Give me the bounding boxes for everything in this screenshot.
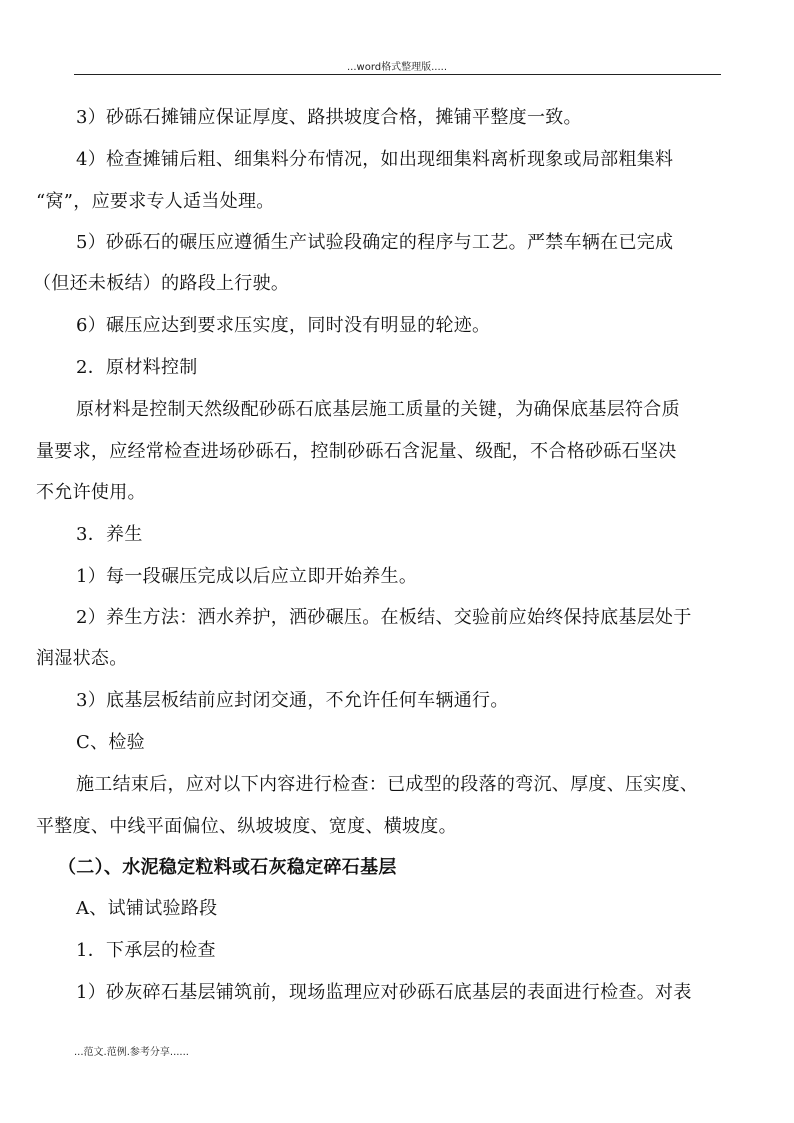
- section-heading: C、检验: [76, 732, 145, 753]
- header-divider: [74, 74, 721, 75]
- page-header: ...word格式整理版.....: [346, 62, 447, 73]
- body-line: 不允许使用。: [36, 482, 146, 503]
- body-line: 施工结束后，应对以下内容进行检查：已成型的段落的弯沉、厚度、压实度、: [76, 774, 699, 795]
- section-heading: 3．养生: [76, 524, 143, 545]
- body-line: （但还未板结）的路段上行驶。: [33, 273, 290, 294]
- body-line: 量要求，应经常检查进场砂砾石，控制砂砾石含泥量、级配，不合格砂砾石坚决: [36, 441, 677, 462]
- body-line: 3）砂砾石摊铺应保证厚度、路拱坡度合格，摊铺平整度一致。: [76, 107, 582, 128]
- body-line: 5）砂砾石的碾压应遵循生产试验段确定的程序与工艺。严禁车辆在已完成: [76, 232, 674, 253]
- body-line: 3）底基层板结前应封闭交通，不允许任何车辆通行。: [76, 690, 509, 711]
- body-line: 平整度、中线平面偏位、纵坡坡度、宽度、横坡度。: [36, 816, 457, 837]
- page-footer: ...范文.范例.参考分享......: [74, 1047, 189, 1058]
- body-line: “窝”，应要求专人适当处理。: [36, 191, 275, 212]
- body-line: 4）检查摊铺后粗、细集料分布情况，如出现细集料离析现象或局部粗集料: [76, 149, 674, 170]
- body-line: 1）每一段碾压完成以后应立即开始养生。: [76, 566, 418, 587]
- body-line: 6）碾压应达到要求压实度，同时没有明显的轮迹。: [76, 315, 491, 336]
- body-line: 1）砂灰碎石基层铺筑前，现场监理应对砂砾石底基层的表面进行检查。对表: [76, 982, 692, 1003]
- body-line: 2）养生方法：洒水养护，洒砂碾压。在板结、交验前应始终保持底基层处于: [76, 607, 692, 628]
- body-line: 原材料是控制天然级配砂砾石底基层施工质量的关键，为确保底基层符合质: [76, 399, 680, 420]
- section-heading: A、试铺试验路段: [76, 898, 218, 919]
- body-line: 润湿状态。: [36, 648, 128, 669]
- chapter-heading: （二）、水泥稳定粒料或石灰稳定碎石基层: [58, 857, 397, 878]
- section-heading: 2．原材料控制: [76, 357, 198, 378]
- section-heading: 1．下承层的检查: [76, 940, 216, 961]
